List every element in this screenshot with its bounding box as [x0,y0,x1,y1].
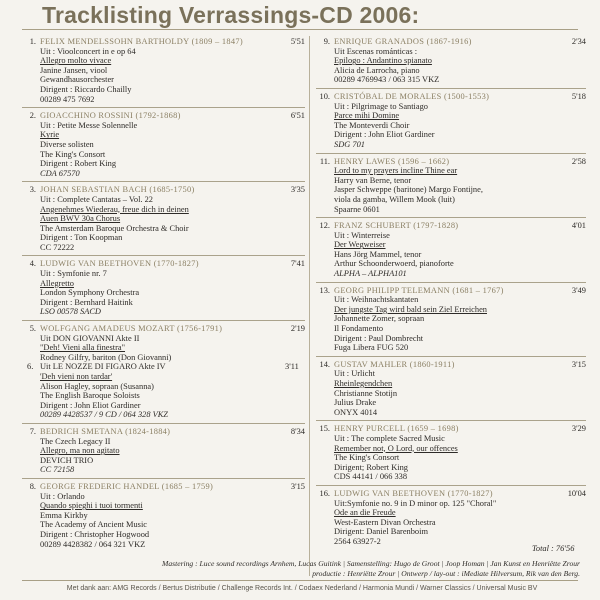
track-number: 14. [319,359,330,369]
track-entry [22,181,305,255]
composer-name: LUDWIG VAN BEETHOVEN (1770-1827) [40,259,199,269]
track-info-line: Dirigent : John Eliot Gardiner [334,130,435,140]
track-info-line: ONYX 4014 [334,407,378,417]
track-info-line: Uit : Winterreise [334,230,390,240]
track-duration: 4'01 [571,221,586,231]
track-info-line: Uit : Petite Messe Solennelle [40,120,138,130]
track-info-line: Uit : Pilgrimage to Santiago [334,101,428,111]
track-info-line: CC 72222 [40,242,75,252]
track-info-line: Arthur Schoonderwoerd, pianoforte [334,259,454,269]
track-details [334,421,539,485]
piece-title: Remember not, O Lord, our offences [334,443,458,453]
track-duration: 3'11 [285,362,299,372]
track-details [334,218,539,282]
track-number: 4. [29,259,36,269]
track-duration: 7'41 [290,259,305,269]
track-column-left [22,34,305,552]
footer-rule [22,580,578,581]
track-info-line: Uit : Vioolconcert in e op 64 [40,46,136,56]
sub-track [27,362,299,420]
track-details [40,182,258,255]
track-details [334,283,539,356]
track-info-line: Christianne Stotijn [334,388,398,398]
track-details [40,256,258,320]
track-duration: 5'18 [571,91,586,101]
track-info-line: DEVICH TRIO [40,455,94,465]
piece-title: "Deh! Vieni alla finestra" [40,343,126,353]
track-entry [22,320,305,423]
composer-name: GEORGE FREDERIC HANDEL (1685 – 1759) [40,481,214,491]
track-info-line: The Czech Legacy II [40,436,111,446]
composer-name: CRISTÓBAL DE MORALES (1500-1553) [334,91,490,101]
composer-name: GIOACCHINO ROSSINI (1792-1868) [40,111,181,121]
piece-title: Allegro, ma non agitato [40,446,120,456]
track-info-line: SDG 701 [334,139,365,149]
composer-name: JOHAN SEBASTIAN BACH (1685-1750) [40,185,195,195]
track-info-line: Alison Hagley, sopraan (Susanna) [40,381,154,391]
track-info-line: Uit DON GIOVANNI Akte II [40,333,140,343]
track-number: 13. [319,285,330,295]
piece-title: Epilogo : Andantino spianato [334,56,432,66]
composer-name: GUSTAV MAHLER (1860-1911) [334,359,455,369]
track-info-line: Dirigent : Paul Dombrecht [334,333,424,343]
track-entry [316,217,586,282]
total-duration: Total : 76'56 [532,544,575,553]
track-info-line: Hans Jörg Mammel, tenor [334,249,422,259]
track-info-line: Johannette Zomer, sopraan [334,314,425,324]
credits-line: productie : Henriëtte Zrour | Ontwerp / lay-out : iMediate Hilversum, Rik van den Berg. [312,568,580,578]
track-info-line: The English Baroque Soloists [40,391,140,401]
composer-name: FELIX MENDELSSOHN BARTHOLDY (1809 – 1847) [40,37,243,46]
track-number: 5. [29,324,36,334]
track-number: 3. [29,185,36,195]
track-entry [22,107,305,181]
piece-title: Rheinlegendchen [334,379,393,388]
track-info-line: Uit : Symfonie nr. 7 [40,269,107,279]
composer-name: LUDWIG VAN BEETHOVEN (1770-1827) [334,488,493,498]
track-number: 10. [319,91,330,101]
track-number: 15. [319,424,330,434]
composer-name: ENRIQUE GRANADOS (1867-1916) [334,37,472,46]
track-entry [22,423,305,478]
track-info-line: Janine Jansen, viool [40,65,108,75]
track-info-line: London Symphony Orchestra [40,288,140,298]
track-number: 8. [29,481,36,491]
track-entry [316,153,586,218]
track-info-line: The King's Consort [40,149,106,159]
page-title: Tracklisting Verrassings-CD 2006: [42,2,420,28]
composer-name: FRANZ SCHUBERT (1797-1828) [334,221,459,231]
track-info-line: The King's Consort [334,453,400,463]
track-info-line: Harry van Berne, tenor [334,175,412,185]
track-info-line: Il Fondamento [334,324,384,334]
track-info-line: CDA 67570 [40,168,80,178]
composer-name: GEORG PHILIPP TELEMANN (1681 – 1767) [334,285,504,295]
track-number: 2. [29,111,36,121]
track-info-line: Dirigent: Daniel Barenboim [334,527,428,537]
track-info-line: Uit Escenas románticas : [334,46,418,56]
track-info-line: Rodney Gilfry, bariton (Don Giovanni) [40,352,172,362]
track-info-line: 00289 4769943 / 063 315 VKZ [334,75,440,85]
track-duration: 5'51 [290,37,305,46]
track-info-line: Gewandhausorchester [40,75,114,85]
piece-title: Der Wegweiser [334,240,386,250]
composer-name: HENRY LAWES (1596 – 1662) [334,156,450,166]
track-info-line: Uit : Orlando [40,491,85,501]
track-entry [22,478,305,552]
track-info-line: 00289 4428382 / 064 321 VKZ [40,539,146,549]
track-entry [316,34,586,88]
title-rule [22,29,578,30]
track-info-line: Spaarne 0601 [334,204,380,214]
piece-title: 'Deh vieni non tardar' [40,372,113,381]
credits [20,559,580,578]
track-info-line: Jasper Schweppe (baritone) Margo Fontijne, [334,185,483,195]
track-info-line: Uit : The complete Sacred Music [334,433,445,443]
piece-title: Quando spieghi i tuoi tormenti [40,501,143,511]
track-info-line: 2564 63927-2 [334,536,381,546]
track-info-line: The Monteverdi Choir [334,120,410,130]
track-info-line: CDS 44141 / 066 338 [334,472,408,482]
track-details [334,357,539,421]
track-info-line: Emma Kirkby [40,510,88,520]
column-divider [309,36,310,576]
track-info-line: Dirigent : Robert King [40,159,117,169]
track-info-line: Uit : Complete Cantatas – Vol. 22 [40,194,153,204]
piece-title: Der jungste Tag wird bald sein Ziel Erreichen [334,304,487,314]
composer-name: WOLFGANG AMADEUS MOZART (1756-1791) [40,324,223,334]
track-number: 11. [319,156,330,166]
track-duration: 2'58 [571,156,586,166]
piece-title: Allegretto [40,278,74,288]
track-duration: 3'15 [571,359,586,369]
track-info-line: Alicia de Larrocha, piano [334,65,420,75]
piece-title: Angenehmes Wiederau, freue dich in deinen [40,204,189,214]
track-number: 6. [27,362,34,372]
track-number: 9. [323,37,330,46]
track-details [40,424,258,478]
track-details [334,154,539,218]
track-info-line: Uit LE NOZZE DI FIGARO Akte IV [40,362,166,372]
thanks-line: Met dank aan: AMG Records / Bertus Distributie / Challenge Records Int. / Codaex Nederland / Harmonia Mundi / Warner Classics / Universal Music BV [66,585,538,592]
track-entry [22,255,305,320]
track-info-line: Uit : Weihnachtskantaten [334,295,419,305]
track-info-line: LSO 00578 SACD [40,307,101,317]
track-info-line: 00289 4428537 / 9 CD / 064 328 VKZ [40,410,168,420]
track-entry [316,485,586,550]
piece-title: Parce mihi Domine [334,111,400,121]
track-info-line: 00289 475 7692 [40,94,95,104]
track-details [334,34,539,88]
track-duration: 3'35 [290,185,305,195]
piece-title: Auen BWV 30a Chorus [40,214,121,224]
track-details [334,486,539,550]
composer-name: HENRY PURCELL (1659 – 1698) [334,424,459,434]
track-number: 16. [319,488,330,498]
track-number: 1. [29,37,36,46]
track-info-line: Fuga Libera FUG 520 [334,343,409,353]
piece-title: Lord to my prayers incline Thine ear [334,166,458,176]
track-details [334,89,539,153]
track-duration: 8'34 [290,426,305,436]
track-info-line: The Amsterdam Baroque Orchestra & Choir [40,223,189,233]
track-column-right [316,34,586,550]
track-info-line: Dirigent : Riccardo Chailly [40,84,132,94]
track-number: 7. [29,426,36,436]
composer-name: BEDRICH SMETANA (1824-1884) [40,426,171,436]
track-info-line: viola da gamba, Willem Mook (luit) [334,194,455,204]
track-info-line: CC 72158 [40,465,75,475]
track-duration: 10'04 [567,488,586,498]
piece-title: Ode an die Freude [334,508,396,518]
track-duration: 2'34 [571,37,586,46]
track-info-line: Dirigent : Christopher Hogwood [40,529,150,539]
track-entry [22,34,305,107]
track-number: 12. [319,221,330,231]
track-duration: 6'51 [290,111,305,121]
track-duration: 2'19 [290,324,305,334]
piece-title: Kyrie [40,130,60,140]
track-info-line: The Academy of Ancient Music [40,520,147,530]
track-info-line: Dirigent : John Eliot Gardiner [40,400,141,410]
track-entry [316,356,586,421]
track-details [40,479,258,552]
track-info-line: Julius Drake [334,398,377,408]
track-duration: 3'29 [571,424,586,434]
track-duration: 3'49 [571,285,586,295]
track-entry [316,420,586,485]
track-info-line: Diverse solisten [40,139,94,149]
track-entry [316,282,586,356]
track-info-line: ALPHA – ALPHA101 [334,269,407,279]
track-info-line: Uit : Urlicht [334,369,375,379]
credits-line: Mastering : Luce sound recordings Arnhem, Lucas Guitink | Samenstelling: Hugo de Groot | Joop Homan | Jan Kunst en Henriëtte Zrour [162,559,580,568]
track-details [40,34,258,107]
track-info-line: Dirigent : Ton Koopman [40,233,123,243]
piece-title: Allegro molto vivace [40,56,112,66]
track-info-line: West-Eastern Divan Orchestra [334,517,436,527]
track-duration: 3'15 [290,481,305,491]
track-info-line: Dirigent; Robert King [334,462,408,472]
track-entry [316,88,586,153]
track-details [40,108,258,181]
track-info-line: Dirigent : Bernhard Haitink [40,297,133,307]
track-info-line: Uit:Symfonie no. 9 in D minor op. 125 "Choral" [334,498,497,508]
